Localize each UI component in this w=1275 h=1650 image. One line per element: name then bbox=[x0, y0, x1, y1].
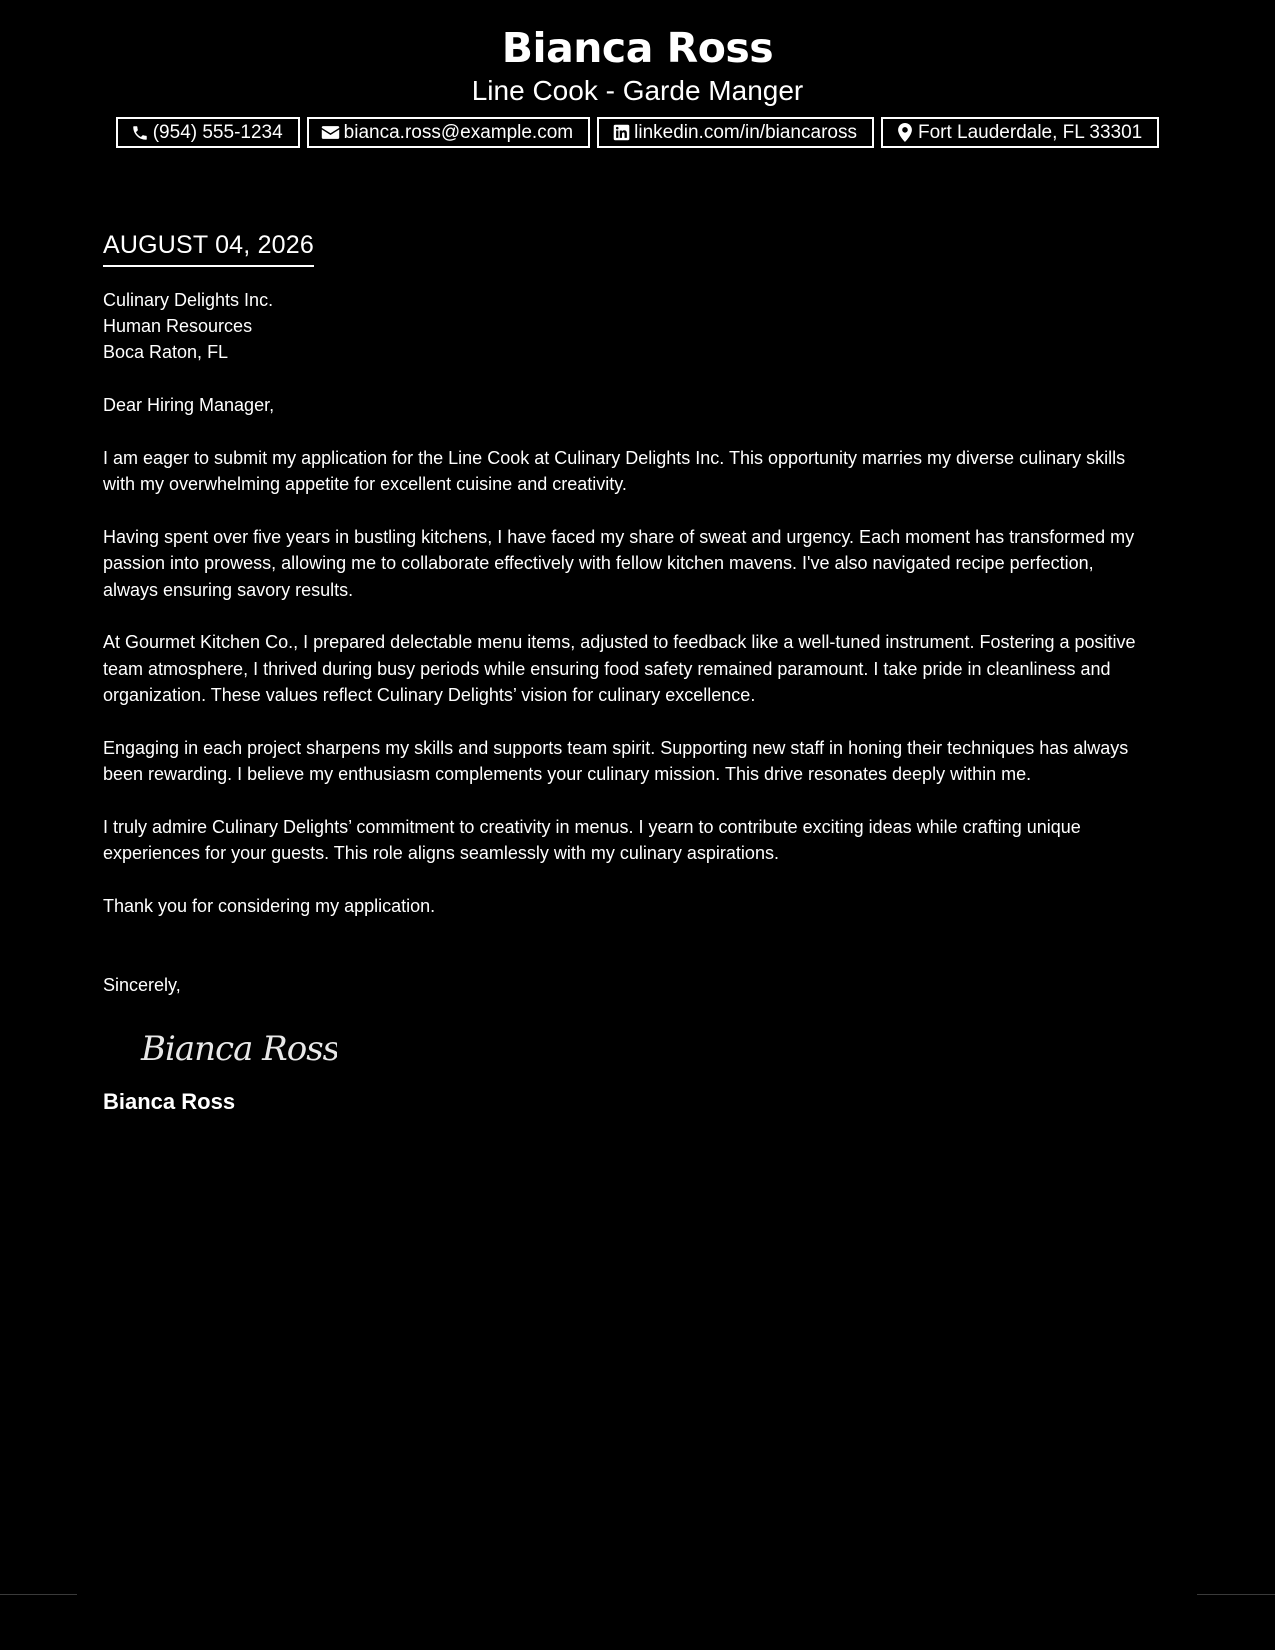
contact-bar bbox=[0, 117, 1275, 148]
salutation: Dear Hiring Manager, bbox=[103, 395, 275, 415]
contact-phone[interactable] bbox=[116, 117, 300, 148]
location-text: Fort Lauderdale, FL 33301 bbox=[917, 121, 1143, 143]
phone-icon bbox=[130, 123, 150, 143]
contact-location[interactable] bbox=[881, 117, 1159, 148]
email-text: bianca.ross@example.com bbox=[343, 121, 574, 143]
recipient-company: Culinary Delights Inc. bbox=[103, 290, 274, 310]
body-paragraph: Engaging in each project sharpens my skills and supports team spirit. Supporting new staff in honing their techniques has always been rewarding. I believe my enthusiasm complements your culinary mission. This drive resonates deeply within me. bbox=[103, 737, 1129, 784]
recipient-block bbox=[103, 287, 1153, 365]
signer-name: Bianca Ross bbox=[103, 1088, 236, 1114]
body-paragraph: At Gourmet Kitchen Co., I prepared delectable menu items, adjusted to feedback like a well-tuned instrument. Fostering a positive team atmosphere, I thrived during busy periods while ensuring food safety remained paramount. I take pride in cleanliness and organization. These values reflect Culinary Delights’ vision for culinary excellence. bbox=[103, 632, 1136, 705]
body-paragraph: I am eager to submit my application for the Line Cook at Culinary Delights Inc. This opportunity marries my diverse culinary skills with my overwhelming appetite for excellent cuisine and creativity. bbox=[103, 447, 1126, 494]
applicant-title: Line Cook - Garde Manger bbox=[471, 75, 804, 106]
envelope-icon bbox=[321, 123, 341, 143]
letter-date: AUGUST 04, 2026 bbox=[103, 228, 314, 267]
footer-rule-left bbox=[0, 1594, 77, 1595]
recipient-department: Human Resources bbox=[103, 316, 253, 336]
body-paragraph: Having spent over five years in bustling kitchens, I have faced my share of sweat and urgency. Each moment has transformed my passion into prowess, allowing me to collaborate effectively with fellow kitchen mavens. I've also navigated recipe perfection, always ensuring savory results. bbox=[103, 526, 1135, 600]
footer-rule-right bbox=[1197, 1594, 1275, 1595]
map-marker-icon bbox=[895, 123, 915, 143]
contact-email[interactable] bbox=[307, 117, 590, 148]
letter-header bbox=[0, 22, 1275, 148]
handwritten-signature bbox=[137, 1024, 1153, 1074]
phone-text: (954) 555-1234 bbox=[152, 121, 283, 143]
linkedin-text: linkedin.com/in/biancaross bbox=[634, 121, 857, 143]
recipient-location: Boca Raton, FL bbox=[103, 342, 229, 362]
signature-text: Bianca Ross bbox=[141, 1028, 337, 1069]
thanks-line: Thank you for considering my application. bbox=[103, 895, 436, 916]
body-paragraph: I truly admire Culinary Delights’ commitment to creativity in menus. I yearn to contribute exciting ideas while crafting unique experiences for your guests. This role aligns seamlessly with my culinary aspirations. bbox=[103, 816, 1081, 863]
contact-linkedin[interactable] bbox=[597, 117, 874, 148]
linkedin-icon bbox=[611, 123, 631, 143]
applicant-name: Bianca Ross bbox=[501, 24, 774, 72]
closing: Sincerely, bbox=[103, 975, 181, 995]
letter-body bbox=[103, 228, 1153, 1116]
